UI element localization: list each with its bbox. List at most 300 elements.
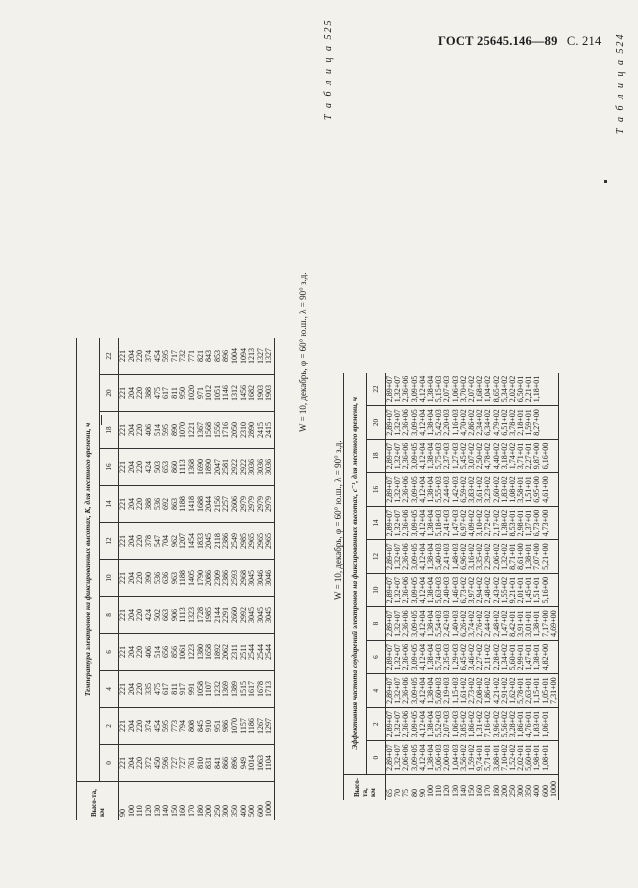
height-cell: 300 [222,782,231,821]
table-525-condition: W = 10, декабрь, φ = 60° ю.ш., λ = 90° з.д. [333,440,343,600]
value-cell: 4,12+04 [419,640,427,674]
value-cell: 4,12+04 [419,607,427,641]
value-cell: 1186 [248,708,257,745]
value-cell: 811 [171,375,180,412]
value-cell: 3036 [248,449,257,486]
value-cell: 4,12+04 [419,506,427,540]
value-cell: 2,06+02 [492,540,500,574]
value-cell: 771 [188,338,197,375]
value-cell: 6,97+02 [460,506,468,540]
value-cell: 1,42+03 [452,473,460,507]
value-cell: 3,85+02 [460,707,468,741]
value-cell: 220 [136,412,145,449]
value-cell: 653 [162,449,171,486]
value-cell: 1,86+02 [468,707,476,741]
value-cell: 3045 [265,597,274,634]
value-cell: 2415 [257,412,266,449]
value-cell: 3,09+05 [411,373,419,406]
value-cell: 2511 [239,634,248,671]
value-cell: 2086 [205,560,214,597]
value-cell: 424 [145,597,154,634]
height-cell: 400 [533,774,541,800]
value-cell: 2965 [248,523,257,560]
value-cell: 2544 [248,634,257,671]
value-cell: 378 [145,523,154,560]
value-cell: 2,89+07 [386,607,395,641]
value-cell: 2,02+01 [517,741,525,775]
value-cell: 2,98+01 [517,506,525,540]
value-cell: 1,32+02 [501,540,509,574]
value-cell: 2922 [239,449,248,486]
value-cell: 9,87+00 [533,439,541,473]
value-cell: 2,89+07 [386,540,395,574]
value-cell: 1728 [196,597,205,634]
value-cell: 2311 [231,634,240,671]
value-cell: 3,07+02 [468,439,476,473]
value-cell: 727 [179,745,188,782]
value-cell: 704 [162,523,171,560]
hour-header: 4 [100,671,119,708]
value-cell: 1,32+07 [394,473,402,507]
value-cell: 8,65+02 [492,373,500,406]
value-cell: 3,23+02 [484,473,492,507]
value-cell: 2,36+06 [402,540,410,574]
value-cell: 2,42+03 [443,607,451,641]
page-number: С. 214 [566,34,602,48]
value-cell: 221 [119,597,128,634]
value-cell: 2,41+03 [443,540,451,574]
hour-header: 20 [100,375,119,412]
value-cell: 951 [214,708,223,745]
value-cell: 2,21+01 [525,373,533,406]
value-cell: 1903 [265,375,274,412]
value-cell: 1113 [179,597,188,634]
value-cell [550,406,559,440]
value-cell: 220 [136,449,145,486]
value-cell: 4,12+04 [419,540,427,574]
value-cell: 1,59+02 [468,741,476,775]
value-cell: 3,88+01 [492,741,500,775]
height-cell: 300 [517,774,525,800]
value-cell: 220 [136,597,145,634]
height-cell: 600 [257,782,266,821]
value-cell: 2890 [248,412,257,449]
value-cell: 5,06+03 [435,741,443,775]
height-cell: 120 [145,782,154,821]
value-cell: 1,51+01 [533,573,541,607]
value-cell: 2,89+07 [386,741,395,775]
value-cell: 2581 [222,449,231,486]
value-cell: 5,55+03 [435,473,443,507]
value-cell: 1323 [188,597,197,634]
value-cell: 2,94+02 [476,573,484,607]
value-cell: 6,51+02 [501,406,509,440]
table-524-grid [76,338,275,820]
value-cell: 4,12+04 [419,573,427,607]
table-row [542,373,550,800]
value-cell: 4,69+00 [550,607,559,641]
value-cell: 6,50+01 [517,373,525,406]
dot-mark [604,180,607,183]
hour-header: 12 [100,523,119,560]
table-525-label-wrap [318,19,336,120]
height-cell: 160 [179,782,188,821]
value-cell: 388 [145,375,154,412]
value-cell: 1061 [179,634,188,671]
value-cell: 374 [145,708,154,745]
hour-header: 16 [367,473,386,507]
value-cell: 2,89+07 [386,506,395,540]
value-cell: 890 [171,412,180,449]
height-cell: 90 [419,774,427,800]
value-cell: 2,17+02 [492,506,500,540]
value-cell: 220 [136,523,145,560]
value-cell: 4,12+04 [419,439,427,473]
height-cell: 170 [188,782,197,821]
value-cell: 1,38+04 [427,573,435,607]
value-cell: 5,45+02 [460,439,468,473]
value-cell: 1,62+02 [509,674,517,708]
value-cell: 761 [188,745,197,782]
value-cell: 536 [153,486,162,523]
value-cell: 1232 [214,671,223,708]
value-cell: 1515 [239,671,248,708]
value-cell: 2,36+06 [402,506,410,540]
hour-header: 22 [367,373,386,406]
value-cell: 856 [171,634,180,671]
value-cell: 220 [136,745,145,782]
value-cell: 4,79+02 [492,406,500,440]
value-cell: 3,28+02 [509,707,517,741]
value-cell: 1,32+07 [394,506,402,540]
value-cell: 2,37+03 [443,439,451,473]
value-cell: 1456 [239,375,248,412]
value-cell: 390 [145,560,154,597]
value-cell: 2,40+03 [443,573,451,607]
value-cell: 663 [162,597,171,634]
value-cell: 656 [162,634,171,671]
value-cell: 221 [119,708,128,745]
value-cell: 1267 [257,708,266,745]
value-cell: 4,12+04 [419,373,427,406]
value-cell: 917 [179,671,188,708]
value-cell: 1,32+07 [394,741,402,775]
value-cell: 1,16+03 [452,406,460,440]
value-cell: 4,78+02 [484,439,492,473]
value-cell: 3,74+02 [468,607,476,641]
value-cell: 1,32+07 [394,439,402,473]
value-cell: 2660 [231,597,240,634]
value-cell [542,406,550,440]
value-cell: 595 [162,338,171,375]
value-cell: 1658 [205,634,214,671]
value-cell: 2045 [205,523,214,560]
hour-header: 10 [367,573,386,607]
value-cell: 949 [239,745,248,782]
value-cell: 1,27+03 [452,439,460,473]
value-cell: 2,07+03 [443,707,451,741]
value-cell: 220 [136,671,145,708]
value-cell: 502 [153,597,162,634]
value-cell: 221 [119,338,128,375]
value-cell: 8,71+01 [509,540,517,574]
value-cell: 5,75+03 [435,439,443,473]
value-cell: 2,36+06 [402,439,410,473]
value-cell: 372 [145,745,154,782]
value-cell: 2,76+02 [476,607,484,641]
height-cell: 80 [411,774,419,800]
hour-header: 18 [367,439,386,473]
value-cell: 2118 [214,523,223,560]
value-cell: 1,74+02 [509,439,517,473]
value-cell: 450 [153,745,162,782]
value-cell: 7,10+02 [501,741,509,775]
value-cell: 220 [136,560,145,597]
table-524-condition: W = 10, декабрь, φ = 60° ю.ш., λ = 90° з.д. [298,272,308,432]
height-cell: 250 [509,774,517,800]
value-cell: 845 [196,708,205,745]
value-cell: 1146 [222,375,231,412]
value-cell: 2,60+02 [492,473,500,507]
table-subtitle-row [77,338,100,820]
value-cell: 5,15+03 [435,373,443,406]
value-cell: 3036 [257,449,266,486]
value-cell: 2257 [222,486,231,523]
hour-header: 10 [100,560,119,597]
value-cell: 1,86+02 [484,674,492,708]
value-cell: 1405 [188,560,197,597]
value-cell: 1,40+03 [452,607,460,641]
value-cell: 1,59+01 [525,406,533,440]
value-cell: 1,51+01 [525,473,533,507]
value-cell: 3,16+02 [468,540,476,574]
table-row [265,338,274,820]
value-cell: 1020 [188,375,197,412]
height-cell: 200 [205,782,214,821]
value-cell [550,640,559,674]
value-cell: 1,38+04 [427,607,435,641]
value-cell: 1,61+02 [460,674,468,708]
value-cell: 2,36+06 [402,573,410,607]
value-cell: 204 [128,523,137,560]
height-cell: 150 [468,774,476,800]
hour-header: 12 [367,540,386,574]
height-cell: 1000 [550,774,559,800]
value-cell: 4,40+02 [492,439,500,473]
value-cell: 866 [222,745,231,782]
value-cell: 1188 [179,486,188,523]
value-cell: 2,18+01 [517,406,525,440]
value-cell: 2,50+02 [476,439,484,473]
hour-header: 2 [367,707,386,741]
value-cell: 1,32+07 [394,674,402,708]
value-cell: 204 [128,449,137,486]
value-cell: 221 [119,449,128,486]
value-cell: 5,18+03 [435,506,443,540]
hour-header: 14 [367,506,386,540]
value-cell: 6,73+02 [460,573,468,607]
value-cell: 1,38+04 [427,439,435,473]
value-cell: 2291 [222,597,231,634]
page-header [438,34,601,49]
value-cell: 1213 [248,338,257,375]
table-525-label: Т а б л и ц а 525 [323,18,334,120]
value-cell: 2415 [265,412,274,449]
hour-header: 16 [100,449,119,486]
value-cell: 1,31+02 [476,707,484,741]
value-cell: 204 [128,745,137,782]
value-cell: 1,86+01 [517,707,525,741]
value-cell: 1,06+03 [452,373,460,406]
value-cell: 595 [162,708,171,745]
value-cell: 5,21+00 [542,540,550,574]
value-cell: 1,38+04 [427,707,435,741]
height-cell: 120 [443,774,451,800]
value-cell: 841 [214,745,223,782]
height-cell: 110 [435,774,443,800]
value-cell: 536 [153,560,162,597]
value-cell: 4,09+02 [468,506,476,540]
value-cell: 204 [128,375,137,412]
value-cell: 4,12+04 [419,473,427,507]
value-cell: 2,89+07 [386,439,395,473]
value-cell: 1890 [205,449,214,486]
value-cell: 732 [179,338,188,375]
value-cell: 1,38+01 [525,540,533,574]
value-cell: 1104 [265,745,274,782]
value-cell: 1207 [179,523,188,560]
height-cell: 130 [153,782,162,821]
value-cell: 1,46+03 [452,573,460,607]
table-524-condition-wrap [293,272,311,432]
value-cell [550,573,559,607]
value-cell: 2386 [222,560,231,597]
value-cell: 1058 [196,671,205,708]
value-cell: 3,10+02 [476,506,484,540]
value-cell: 617 [162,375,171,412]
value-cell: 3,09+05 [411,607,419,641]
value-cell [550,540,559,574]
value-cell: 896 [231,745,240,782]
value-cell: 2310 [239,412,248,449]
value-cell: 1556 [214,412,223,449]
value-cell: 4,21+02 [492,674,500,708]
value-cell: 406 [145,412,154,449]
table-524 [76,338,275,820]
value-cell: 1690 [196,449,205,486]
value-cell: 1,32+07 [394,540,402,574]
value-cell: 1,06+03 [452,707,460,741]
value-cell: 1,34+02 [501,640,509,674]
value-cell: 204 [128,560,137,597]
value-cell: 5,78+01 [517,674,525,708]
value-cell: 220 [136,486,145,523]
value-cell: 2044 [205,486,214,523]
value-cell: 2047 [214,449,223,486]
value-cell: 4,82+00 [542,640,550,674]
value-cell: 424 [145,449,154,486]
value-cell: 1,38+01 [533,607,541,641]
value-cell: 1,08+02 [509,473,517,507]
value-cell: 1,15+03 [452,674,460,708]
value-cell: 2,00+03 [443,741,451,775]
height-cell: 140 [162,782,171,821]
value-cell: 3,78+02 [509,406,517,440]
value-cell: 1,38+04 [427,674,435,708]
value-cell: 1094 [239,338,248,375]
value-cell: 2156 [214,486,223,523]
hour-header: 8 [100,597,119,634]
height-cell: 600 [542,774,550,800]
value-cell: 221 [119,745,128,782]
value-cell: 2979 [239,486,248,523]
hour-header: 18 [100,412,119,449]
value-cell: 1,47+02 [501,607,509,641]
value-cell: 7,31+00 [550,674,559,708]
value-cell [550,373,559,406]
value-cell: 1,47+03 [452,506,460,540]
value-cell: 4,61+00 [542,473,550,507]
value-cell: 2979 [248,486,257,523]
value-cell: 454 [153,338,162,375]
value-cell: 1157 [239,708,248,745]
value-cell: 1063 [257,745,266,782]
value-cell: 6,73+00 [533,506,541,540]
value-cell: 1,38+04 [427,406,435,440]
hour-header: 14 [100,486,119,523]
value-cell: 1568 [205,412,214,449]
hour-header: 4 [367,674,386,708]
value-cell: 220 [136,708,145,745]
value-cell: 2,11+02 [484,640,492,674]
value-cell: 1,08+01 [542,741,550,775]
value-cell: 1389 [231,671,240,708]
value-cell: 3036 [265,449,274,486]
value-cell: 853 [214,338,223,375]
value-cell: 2,27+02 [476,640,484,674]
value-cell: 2,01+01 [517,573,525,607]
value-cell: 2,36+06 [402,707,410,741]
value-cell: 4,76+01 [525,707,533,741]
value-cell [550,473,559,507]
value-cell: 1,98+01 [533,741,541,775]
value-cell: 2,20+03 [443,406,451,440]
height-cell: 180 [492,774,500,800]
value-cell: 5,40+03 [435,540,443,574]
value-cell: 3,70+02 [460,373,468,406]
height-cell: 350 [231,782,240,821]
value-cell: 2,43+02 [492,573,500,607]
value-cell: 221 [119,486,128,523]
value-cell: 1312 [231,375,240,412]
value-cell: 7,17+00 [542,607,550,641]
value-cell: 1790 [196,560,205,597]
value-cell: 1,83+01 [533,707,541,741]
value-cell: 2,36+06 [402,640,410,674]
value-cell: 2,35+03 [443,640,451,674]
value-cell: 4,12+04 [419,707,427,741]
value-cell: 971 [196,375,205,412]
value-cell: 204 [128,634,137,671]
value-cell: 1,83+02 [501,473,509,507]
hour-header: 8 [367,607,386,641]
value-cell: 1985 [205,597,214,634]
value-cell: 3,56+02 [460,741,468,775]
value-cell: 1454 [188,523,197,560]
value-cell: 406 [145,634,154,671]
value-cell: 475 [153,671,162,708]
value-cell: 1,04+03 [452,741,460,775]
